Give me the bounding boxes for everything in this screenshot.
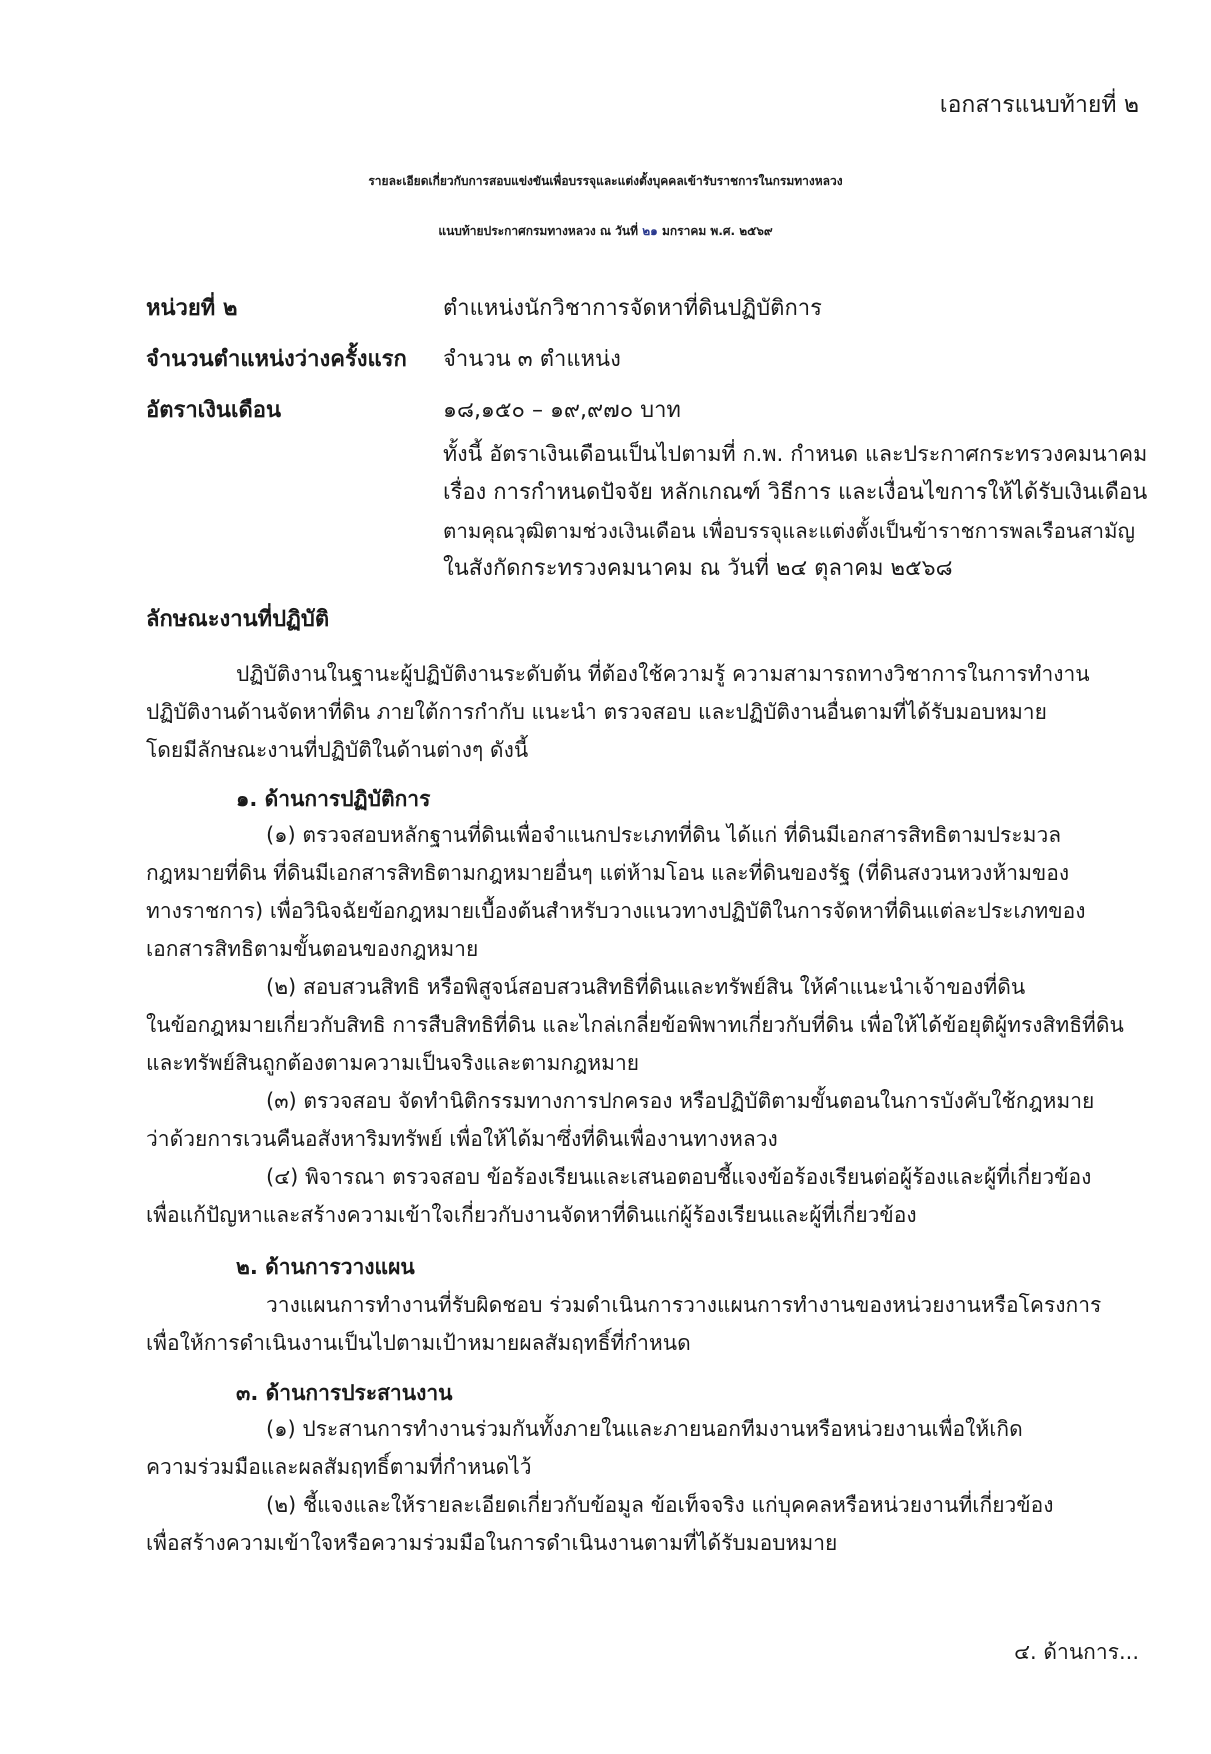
section-item-line: (๒) สอบสวนสิทธิ หรือพิสูจน์สอบสวนสิทธิที่ดินและทรัพย์สิน ให้คำแนะนำเจ้าของที่ดิน [266, 975, 1026, 999]
section-item-line: ความร่วมมือและผลสัมฤทธิ์ตามที่กำหนดไว้ [146, 1455, 532, 1479]
salary-note-line: ทั้งนี้ อัตราเงินเดือนเป็นไปตามที่ ก.พ. กำหนด และประกาศกระทรวงคมนาคม [443, 442, 1148, 467]
document-title-line1: รายละเอียดเกี่ยวกับการสอบแข่งขันเพื่อบรรจุและแต่งตั้งบุคคลเข้ารับราชการในกรมทางหลวง [368, 174, 843, 188]
section-item-line: ว่าด้วยการเวนคืนอสังหาริมทรัพย์ เพื่อให้ได้มาซึ่งที่ดินเพื่องานทางหลวง [146, 1127, 778, 1151]
title-date-prefix: แนบท้ายประกาศกรมทางหลวง ณ วันที่ [438, 224, 639, 238]
unit-value: ตำแหน่งนักวิชาการจัดหาที่ดินปฏิบัติการ [443, 296, 822, 321]
section-item-line: (๑) ประสานการทำงานร่วมกันทั้งภายในและภายนอกทีมงานหรือหน่วยงานเพื่อให้เกิด [266, 1417, 1023, 1441]
section-item-line: กฎหมายที่ดิน ที่ดินมีเอกสารสิทธิตามกฎหมายอื่นๆ แต่ห้ามโอน และที่ดินของรัฐ (ที่ดินสงวนหวงห้ามของ [146, 861, 1070, 885]
section-heading: ๓. ด้านการประสานงาน [236, 1381, 453, 1405]
section-item-line: และทรัพย์สินถูกต้องตามความเป็นจริงและตามกฎหมาย [146, 1051, 640, 1075]
section-item-line: เพื่อให้การดำเนินงานเป็นไปตามเป้าหมายผลสัมฤทธิ์ที่กำหนด [146, 1331, 691, 1355]
continuation-marker: ๔. ด้านการ... [1014, 1640, 1139, 1664]
title-date-suffix: มกราคม พ.ศ. ๒๕๖๙ [661, 224, 773, 238]
salary-note-line: ในสังกัดกระทรวงคมนาคม ณ วันที่ ๒๔ ตุลาคม ๒๕๖๘ [443, 556, 953, 581]
salary-note-line: เรื่อง การกำหนดปัจจัย หลักเกณฑ์ วิธีการ และเงื่อนไขการให้ได้รับเงินเดือน [443, 480, 1148, 505]
unit-label: หน่วยที่ ๒ [146, 296, 238, 321]
vacancies-value: จำนวน ๓ ตำแหน่ง [443, 347, 621, 372]
salary-label: อัตราเงินเดือน [146, 398, 282, 423]
intro-line: ปฏิบัติงานในฐานะผู้ปฏิบัติงานระดับต้น ที่ต้องใช้ความรู้ ความสามารถทางวิชาการในการทำงาน [236, 662, 1090, 686]
attachment-label: เอกสารแนบท้ายที่ ๒ [939, 92, 1139, 118]
section-item-line: เพื่อสร้างความเข้าใจหรือความร่วมมือในการดำเนินงานตามที่ได้รับมอบหมาย [146, 1531, 838, 1555]
section-item-line: (๒) ชี้แจงและให้รายละเอียดเกี่ยวกับข้อมูล ข้อเท็จจริง แก่บุคคลหรือหน่วยงานที่เกี่ยวข้อง [266, 1493, 1054, 1517]
duties-heading: ลักษณะงานที่ปฏิบัติ [146, 607, 330, 632]
section-item-line: เอกสารสิทธิตามขั้นตอนของกฎหมาย [146, 937, 479, 961]
salary-note-line: ตามคุณวุฒิตามช่วงเงินเดือน เพื่อบรรจุและแต่งตั้งเป็นข้าราชการพลเรือนสามัญ [443, 519, 1135, 543]
section-heading: ๒. ด้านการวางแผน [236, 1255, 415, 1279]
section-item-line: (๓) ตรวจสอบ จัดทำนิติกรรมทางการปกครอง หรือปฏิบัติตามขั้นตอนในการบังคับใช้กฎหมาย [266, 1089, 1095, 1113]
title-date-day: ๒๑ [642, 224, 658, 238]
section-item-line: (๑) ตรวจสอบหลักฐานที่ดินเพื่อจำแนกประเภทที่ดิน ได้แก่ ที่ดินมีเอกสารสิทธิตามประมวล [266, 823, 1062, 847]
vacancies-label: จำนวนตำแหน่งว่างครั้งแรก [146, 347, 407, 372]
document-title-line2 [0, 216, 1211, 246]
section-item-line: เพื่อแก้ปัญหาและสร้างความเข้าใจเกี่ยวกับงานจัดหาที่ดินแก่ผู้ร้องเรียนและผู้ที่เกี่ยวข้อง [146, 1203, 917, 1227]
intro-line: โดยมีลักษณะงานที่ปฏิบัติในด้านต่างๆ ดังนี้ [146, 738, 529, 762]
section-item-line: ในข้อกฎหมายเกี่ยวกับสิทธิ การสืบสิทธิที่ดิน และไกล่เกลี่ยข้อพิพาทเกี่ยวกับที่ดิน เพื่อให้ได้ข้อยุติผู้ทรงสิทธิที่ดิน [146, 1013, 1124, 1037]
intro-line: ปฏิบัติงานด้านจัดหาที่ดิน ภายใต้การกำกับ แนะนำ ตรวจสอบ และปฏิบัติงานอื่นตามที่ได้รับมอบหมาย [146, 700, 1047, 724]
section-heading: ๑. ด้านการปฏิบัติการ [236, 787, 431, 811]
section-item-line: ทางราชการ) เพื่อวินิจฉัยข้อกฎหมายเบื้องต้นสำหรับวางแนวทางปฏิบัติในการจัดหาที่ดินแต่ละประเภทของ [146, 899, 1086, 923]
section-item-line: (๔) พิจารณา ตรวจสอบ ข้อร้องเรียนและเสนอตอบชี้แจงข้อร้องเรียนต่อผู้ร้องและผู้ที่เกี่ยวข้อง [266, 1165, 1092, 1189]
section-item-line: วางแผนการทำงานที่รับผิดชอบ ร่วมดำเนินการวางแผนการทำงานของหน่วยงานหรือโครงการ [266, 1293, 1102, 1317]
salary-value: ๑๘,๑๕๐ – ๑๙,๙๗๐ บาท [443, 398, 681, 423]
